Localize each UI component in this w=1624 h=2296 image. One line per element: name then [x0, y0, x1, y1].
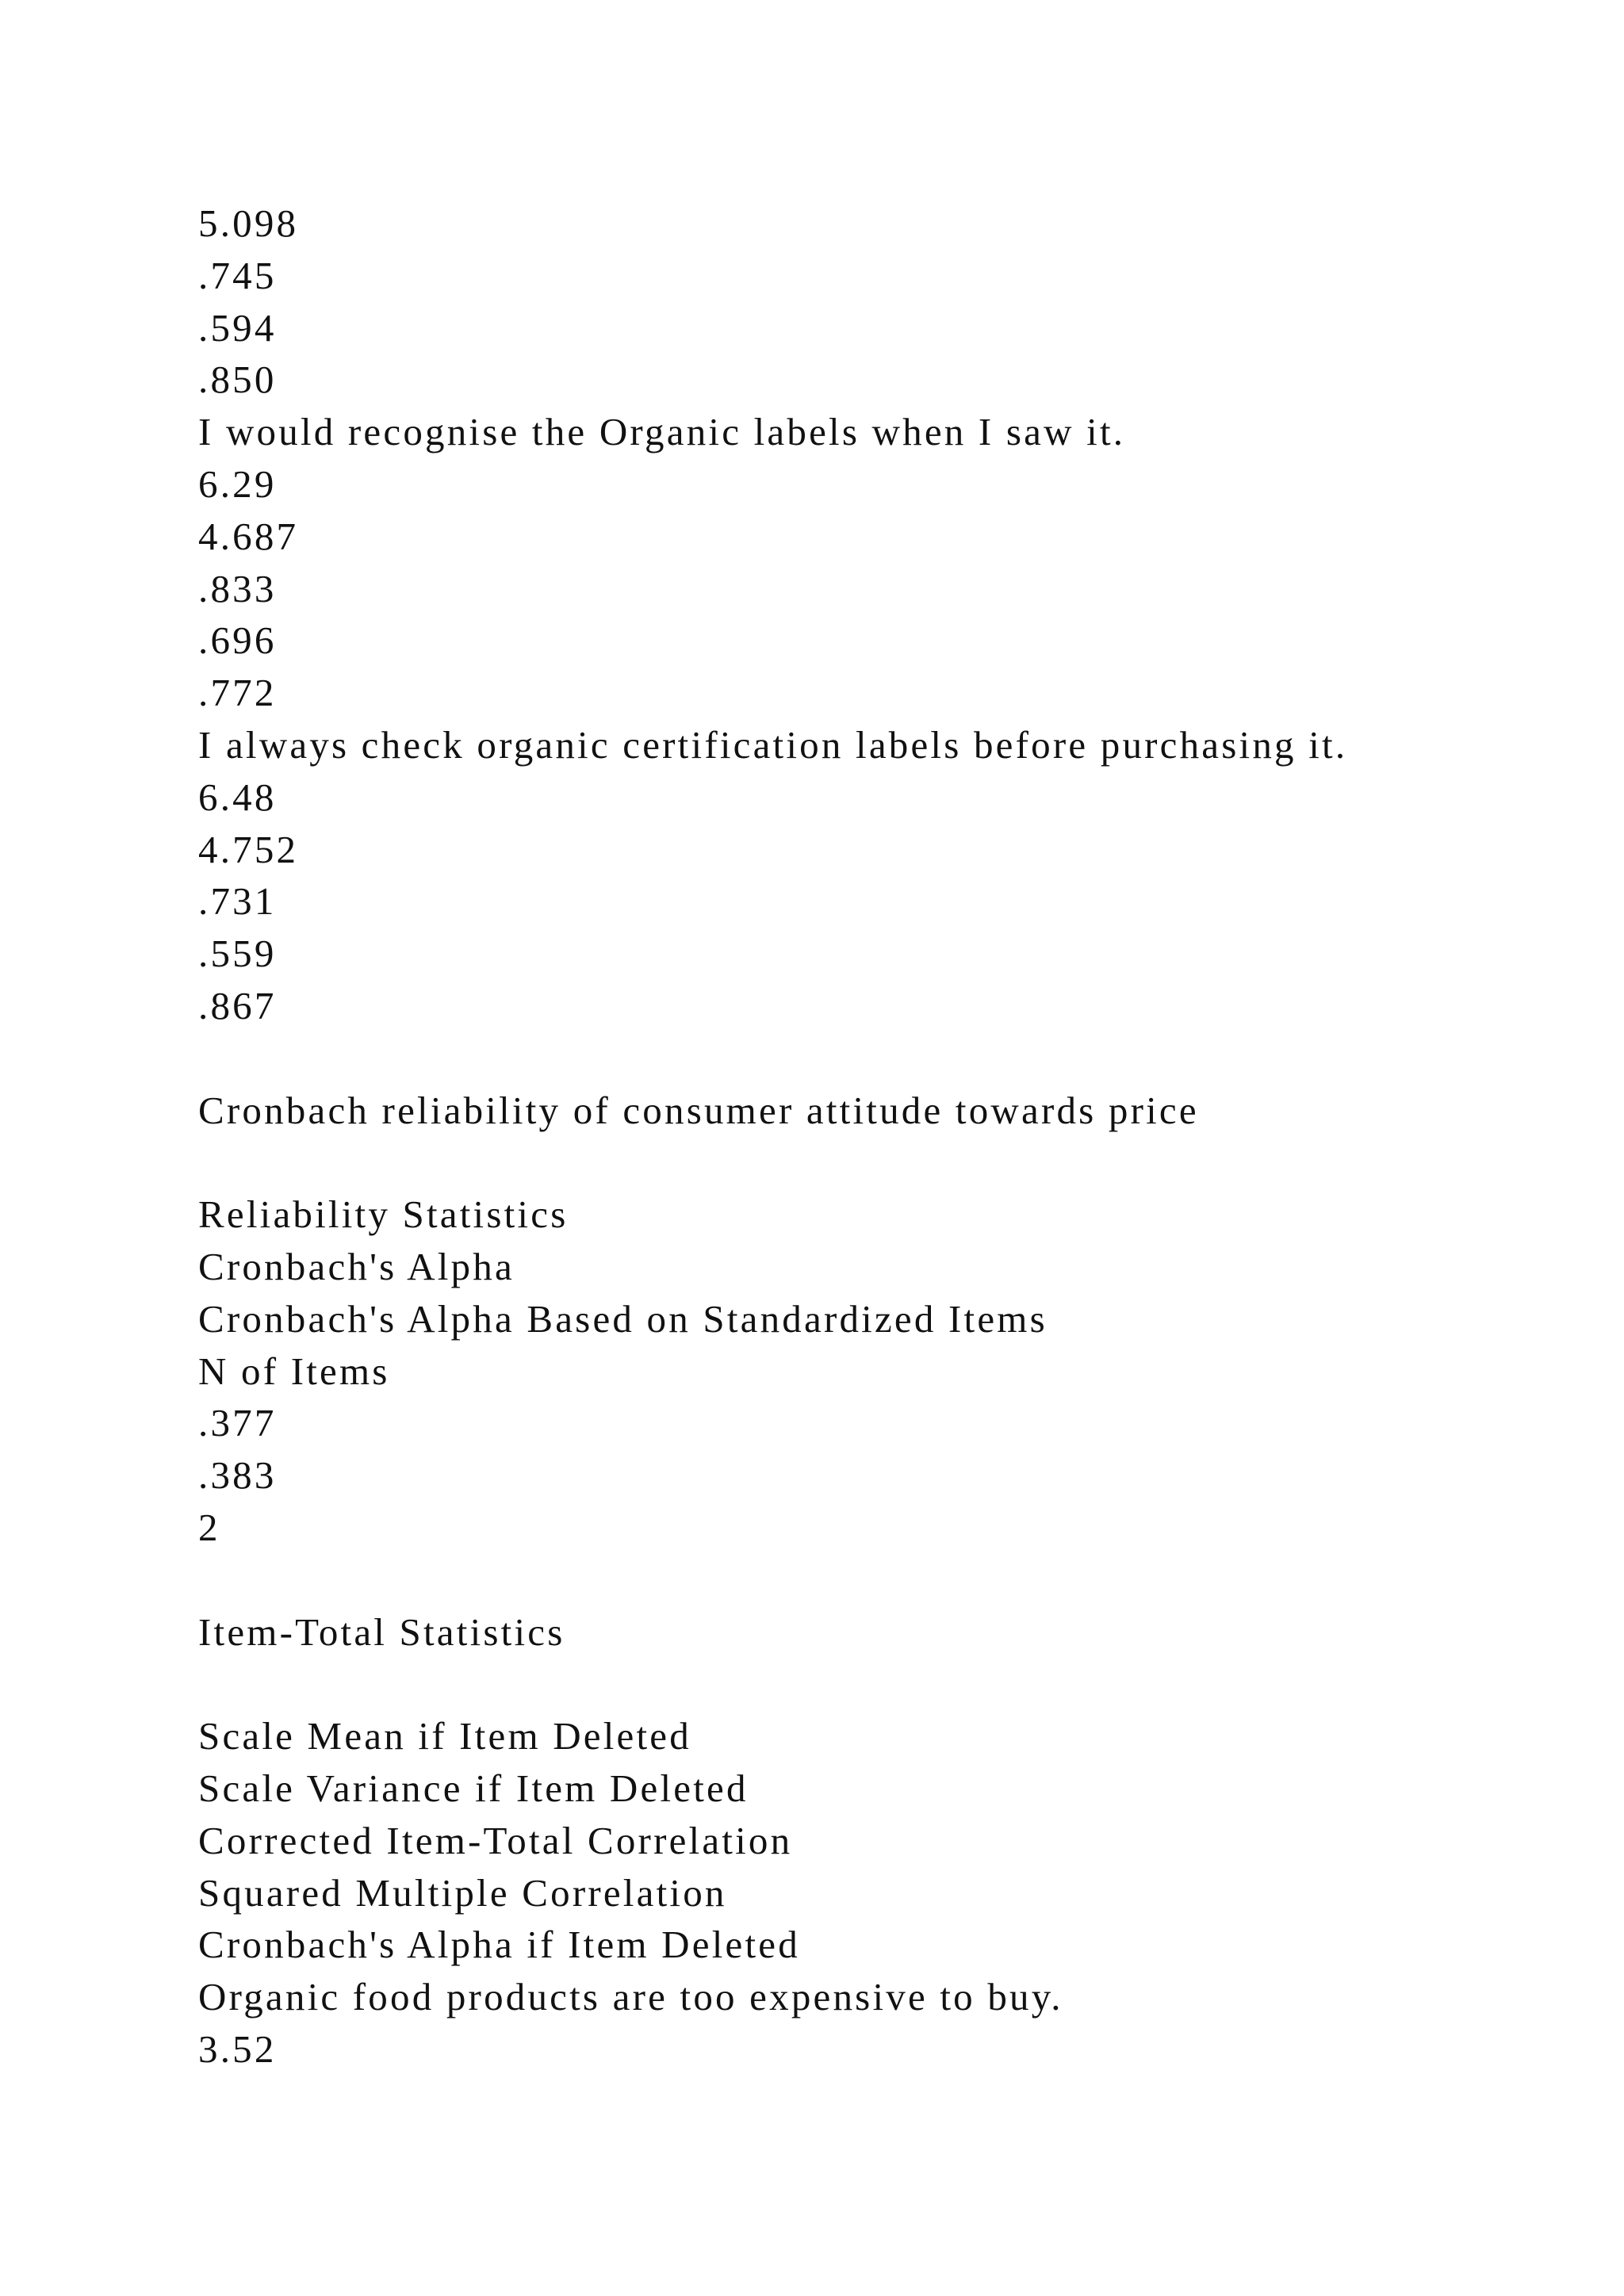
section-heading: Cronbach reliability of consumer attitude towards price — [198, 1088, 1199, 1132]
column-header: Scale Variance if Item Deleted — [198, 1766, 749, 1810]
column-header: Cronbach's Alpha — [198, 1244, 515, 1288]
table-title: Item-Total Statistics — [198, 1609, 565, 1654]
item-label-line: Organic food products are too expensive to buy. — [198, 1975, 1063, 2019]
value-line: .696 — [198, 618, 277, 663]
value-line: .867 — [198, 983, 277, 1027]
value-line: .833 — [198, 566, 277, 610]
value-line: 3.52 — [198, 2026, 277, 2071]
value-line: .731 — [198, 879, 277, 924]
value-line: 2 — [198, 1505, 220, 1549]
blank-line — [198, 1032, 1546, 1085]
value-line: .850 — [198, 358, 277, 402]
value-line: 4.752 — [198, 827, 299, 871]
value-line: .559 — [198, 932, 277, 976]
item-label-line: I would recognise the Organic labels when I saw it. — [198, 410, 1126, 454]
column-header: Cronbach's Alpha Based on Standardized Items — [198, 1296, 1048, 1341]
value-line: .772 — [198, 671, 277, 715]
blank-line — [198, 1658, 1546, 1710]
column-header: Cronbach's Alpha if Item Deleted — [198, 1923, 800, 1967]
table-title: Reliability Statistics — [198, 1192, 569, 1237]
column-header: Corrected Item-Total Correlation — [198, 1818, 793, 1862]
document-body — [198, 197, 1546, 2076]
value-line: .594 — [198, 305, 277, 350]
value-line: 6.48 — [198, 775, 277, 819]
item-label-line: I always check organic certification labels before purchasing it. — [198, 722, 1348, 767]
value-line: .377 — [198, 1401, 277, 1445]
value-line: .745 — [198, 253, 277, 297]
value-line: 6.29 — [198, 461, 277, 506]
blank-line — [198, 1554, 1546, 1606]
column-header: Squared Multiple Correlation — [198, 1870, 727, 1915]
value-line: 4.687 — [198, 514, 299, 558]
column-header: N of Items — [198, 1349, 390, 1393]
value-line: .383 — [198, 1453, 277, 1498]
blank-line — [198, 1136, 1546, 1188]
column-header: Scale Mean if Item Deleted — [198, 1714, 691, 1758]
value-line: 5.098 — [198, 201, 299, 245]
